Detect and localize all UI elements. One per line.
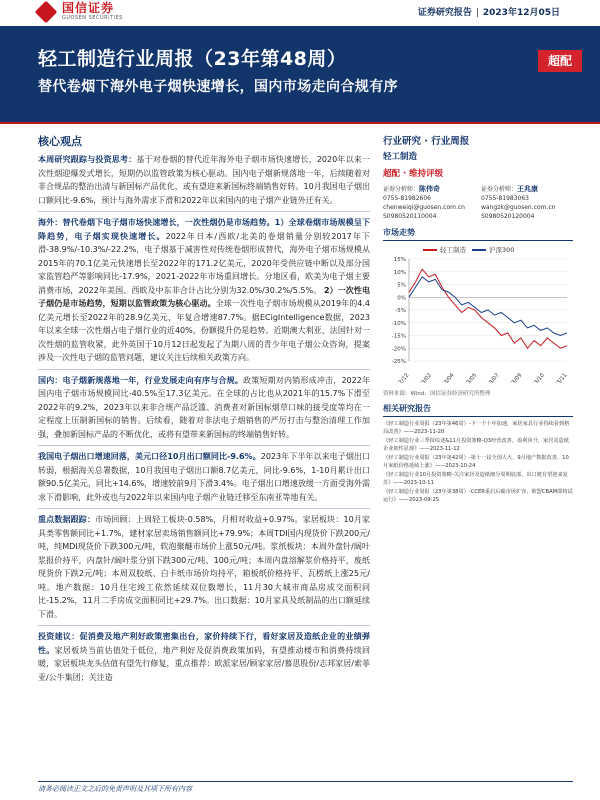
legend-swatch [472,249,486,251]
divider [38,625,370,626]
chart-source: 资料来源：Wind、国信证券经济研究所整理 [383,391,491,397]
paragraph-lead: 2）一次性电子烟仍是市场趋势，短期以监管政策为核心驱动。 [38,285,370,308]
analyst-cert: S0980520110004 [383,213,437,220]
main-content [38,133,370,688]
analyst-card [383,185,475,221]
sidebar [383,133,573,506]
paragraph-lead: 本周研究跟踪与投资思考： [38,155,137,164]
analyst-email[interactable]: wangzk@guosen.com.cn [481,204,556,211]
paragraph-lead: 我国电子烟出口增速回落，美元口径10月出口额同比-9.6%。 [38,452,261,461]
footer-divider [38,781,573,782]
legend-label: 沪深300 [489,246,515,254]
divider [38,211,370,212]
related-report-item[interactable]: 《轻工制造行业周报（23年第46周）-下一个十年加速，家居家具行业持续看到格局改善》——2023-11-20 [383,421,570,435]
paragraph-lead: 投资建议：促消费及地产利好政策密集出台，家价持续下行，看好家居及造纸企业的业绩弹性。 [38,632,370,655]
rating-badge: 超配 [538,50,582,72]
y-tick-label: -15% [391,333,406,340]
legend-label: 轻工制造 [440,246,466,254]
top-bar [0,0,600,26]
paragraph-summary [38,153,370,207]
analyst-cert: S0980520120004 [481,213,535,220]
logo-diamond-icon [35,0,58,23]
series-line-light-industry [409,269,567,348]
analyst-role: 证券分析师： [383,186,420,193]
logo [38,2,123,21]
y-tick-label: -10% [391,320,406,327]
y-tick-label: 10% [393,269,406,276]
report-subtitle: 替代卷烟下海外电子烟快速增长，国内市场走向合规有序 [38,79,398,95]
y-tick-label: -20% [391,346,406,353]
analysts [383,185,573,221]
related-report-item[interactable]: 《轻工制造行业周报（23年第38周）-CCER重启后碳市场扩容，欧盟CBAM即将试运行》——2023-09-25 [383,489,573,503]
legend-swatch [423,249,437,251]
series-line-csi300 [409,277,567,336]
x-tick-label: 22/12 [395,372,411,383]
analyst-card [481,185,573,221]
chart-heading: 市场走势 [383,227,573,241]
related-report-item[interactable]: 《轻工制造行业周报（23年第42周）-第十一届全国人大，9月地产数据改善、10月家纸价格延续上涨》——2023-10-24 [383,455,569,469]
y-tick-label: 0% [397,295,406,302]
paragraph-domestic [38,374,370,442]
logo-text: 国信证券 [62,1,115,15]
report-type: 证券研究报告 [417,8,472,18]
divider [38,445,370,446]
chart-plot [383,255,573,383]
x-tick-label: 23/07 [486,372,501,383]
y-tick-label: -5% [395,308,406,314]
analyst-phone: 0755-81982606 [383,195,431,202]
report-title: 轻工制造行业周报（23年第48周） [38,48,347,70]
banner-divider [0,122,600,124]
paragraph-text: 家居板块当前估值处于低位，地产利好及促消费政策加码，有望推动楼市和消费持续回暖，家居板块龙头估值有望先行修复，重点推荐：欧派家居/顾家家居/慕思股份/志邦家居/索菲亚/公牛集团；关注造 [38,645,371,682]
footer-disclaimer: 请务必阅读正文之后的免责声明及其项下所有内容 [38,785,192,793]
paragraph-text: 2023年下半年以来电子烟出口转弱，根据海关总署数据，10月我国电子烟出口额8.7亿美元，同比-9.6%，1-10月累计出口额90.5亿美元，同比+14.6%，增速较前9月下滑3.4%。电子烟出口增速放缓一方面受海外需求下滑影响，此外或也与2022年以来国内电子烟产业链迁移至东南亚等地有关。 [38,452,371,502]
paragraph-text: 政策短期对内销形成冲击，2022年国内电子烟市场规模同比-40.5%至17.3亿美元。在全球的占比也从2021年的15.7%下滑至2022年的9.2%，2023年以来非合规产品泛滥、消费者对新国标烟草口味的接受度等均在一定程度上压制新国标的销售。后续看，随着对非法电子烟销售的严厉打击与整治清理工作加强，叠加新国标产品的不断优化，或将有望带来新国标的终端销售好转。 [38,375,371,439]
paragraph-export [38,450,370,504]
analyst-email[interactable]: chenweiqi@guosen.com.cn [383,204,465,211]
title-banner [0,26,600,122]
x-tick-label: 23/02 [418,372,434,383]
paragraph-data-tracking [38,513,370,621]
x-tick-label: 23/09 [508,372,524,383]
logo-subtext: GUOSEN SECURITIES [62,15,123,21]
paragraph-lead: 海外：替代卷烟下电子烟市场快速增长，一次性烟仍是市场趋势。1）全球卷烟市场规模呈下降趋势，电子烟实现快速增长。 [38,218,370,241]
x-tick-label: 23/11 [553,372,569,383]
paragraph-investment-advice [38,630,370,684]
report-date: 2023年12月05日 [482,8,560,18]
report-category: 行业研究 · 行业周报 [383,136,470,147]
section-title: 核心观点 [38,135,82,148]
analyst-phone: 0755-81983063 [481,195,529,202]
paragraph-text: 市场回顾：上周轻工板块-0.58%，月相对收益+0.97%。家居板块：10月家具类零售额同比+1.7%，建材家居卖场销售额同比+79.9%；本周TDI国内现货价下跌200元/吨，纯MDI现货价下跌300元/吨，软泡聚醚市场价上涨50元/吨。浆纸板块：本周外盘针/阔叶浆报价持平，内盘针/阔叶浆分别下跌300元/吨、100元/吨；本周内盘溶解浆价格持平，废纸现货价下跌2元/吨；本周双胶纸、白卡纸市场价均持平，箱板纸价格持平、瓦楞纸上涨25元/吨。地产数据：10月住宅竣工依然延续双位数增长，11月30大城市商品房成交面积同比-15.2%，11月二手房成交面积同比+29.7%。出口数据：10月家具及纸制品的出口额延续下滑。 [38,515,370,619]
chart-legend [417,245,573,254]
analyst-name: 陈伟奇 [419,185,441,193]
related-heading: 相关研究报告 [383,403,573,417]
related-report-item[interactable]: 《轻工制造行业三季报综述&11月投资策略-Q3经营改善，盈利回升，家居及造纸企业韧性显现》——2023-11-12 [383,438,569,452]
x-tick-label: 23/04 [440,372,456,383]
y-tick-label: -25% [391,359,406,365]
x-tick-label: 23/05 [463,372,479,383]
analyst-role: 证券分析师： [481,186,518,193]
paragraph-text: 全球一次性电子烟市场规模从2019年的4.4亿美元增长至2022年的28.9亿美元，年复合增速87.7%。据ECigIntelligence数据，2023年以来全球一次性烟占电子烟行业的近40%，份额提升仍是趋势。近期澳大利亚、法国针对一次性烟的监管收紧，此外英国于10月12日起发起了为期八周的青少年电子烟公众咨询，提案涉及一次性电子烟的监管问题，建议关注后续相关政策方向。 [38,299,370,362]
related-reports [383,421,573,504]
paragraph-lead: 国内：电子烟新规落地一年，行业发展走向有序与合规。 [38,375,244,385]
paragraph-lead: 重点数据跟踪： [38,515,96,524]
industry-name: 轻工制造 [383,152,418,162]
y-tick-label: 5% [397,282,406,289]
y-tick-label: 15% [393,257,406,263]
paragraph-overseas [38,216,370,365]
paragraph-text: 2022年日本/西欧/北美的卷烟销量分别较2017年下滑-38.9%/-10.3%/-22.2%，电子烟基于减害性对传统卷烟形成替代，海外电子烟市场规模从2015年的70.1亿美元快速增长至2022年的171.2亿美元，2020年受供应链中断以及部分国家监管趋严等影响同比-17.9%，2021-2022年市场重回增长。分地区看，欧美为电子烟主要消费市场，2022年美国、西欧及中东非合计占比分别为32.0%/30.2%/5.5%。 [38,231,371,295]
divider [38,508,370,509]
market-trend-chart [383,245,573,387]
paragraph-text: 基于对卷烟的替代近年海外电子烟市场快速增长，2020年以来一次性烟迎爆发式增长，短期仍以监管政策为核心驱动。国内电子烟新规落地一年，后续随着对非合规品的整治出清与新国标产品优化，或有望迎来新国标终端销售好转。10月我国电子烟出口额同比-9.6%，预计与海外需求下滑和2022年以来国内的电子烟产业链外迁有关。 [38,155,371,205]
x-tick-label: 23/10 [531,372,546,383]
report-meta: 证券研究报告 | 2023年12月05日 [417,8,560,18]
analyst-name: 王兆康 [517,185,539,193]
related-report-item[interactable]: 《轻工制造行业10月投资策略-关注家居及造纸细分周期底部，出口链有望迎来复苏》——2023-10-11 [383,472,568,486]
divider [38,369,370,370]
rating-text: 超配 · 维持评级 [383,169,444,179]
